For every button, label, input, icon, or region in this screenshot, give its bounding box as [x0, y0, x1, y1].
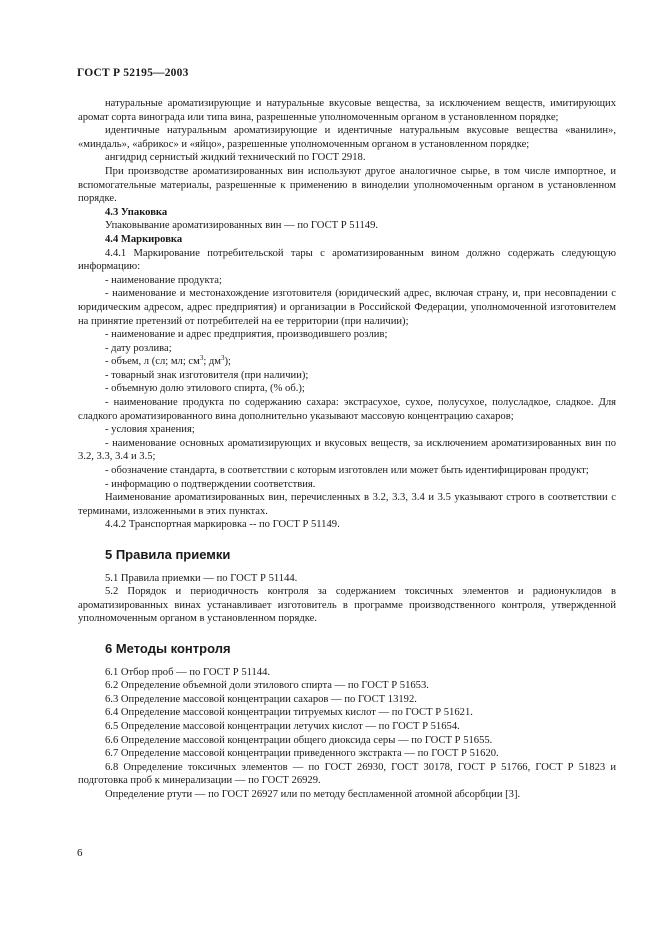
paragraph: ангидрид сернистый жидкий технический по ГОСТ 2918. [105, 152, 366, 164]
running-header: ГОСТ Р 52195—2003 [77, 67, 189, 79]
volume-text-a: - объем, л (сл; мл; см [105, 356, 200, 368]
paragraph: Упаковывание ароматизированных вин — по ГОСТ Р 51149. [105, 220, 379, 232]
list-item: - объемную долю этилового спирта, (% об.); [105, 383, 305, 395]
page-body [78, 97, 616, 802]
method-item: 6.7 Определение массовой концентрации приведенного экстракта — по ГОСТ Р 51620. [105, 748, 499, 760]
list-item: - наименование основных ароматизирующих и вкусовых веществ, за исключением ароматизированных вин по 3.2, 3.3, 3.4 и 3.5; [78, 437, 616, 463]
list-item: - условия хранения; [105, 424, 195, 436]
list-item: - наименование продукта; [105, 274, 222, 286]
paragraph: При производстве ароматизированных вин используют другое аналогичное сырье, в том числе импортное, и вспомогательные материалы, разрешенные к применению в виноделии уполномоченным органом в установленном порядке. [78, 165, 616, 205]
paragraph: Определение ртути — по ГОСТ 26927 или по методу беспламенной атомной абсорбции [3]. [105, 788, 521, 800]
method-item: 6.5 Определение массовой концентрации летучих кислот — по ГОСТ Р 51654. [105, 720, 460, 732]
volume-text-c: ); [224, 356, 231, 368]
subsection-heading-4-3: 4.3 Упаковка [105, 206, 168, 218]
paragraph: 5.2 Порядок и периодичность контроля за содержанием токсичных элементов и радионуклидов в ароматизированных винах устанавливает изготовитель в программе производственного контроля, утвержденной уполномоченным органом в установленном порядке. [78, 586, 616, 625]
list-item: - обозначение стандарта, в соответствии с которым изготовлен или может быть идентифицирован продукт; [105, 465, 589, 477]
paragraph: идентичные натуральным ароматизирующие и идентичные натуральным вкусовые вещества «ванилин», «миндаль», «абрикос» и «яйцо», разрешенные уполномоченным органом в установленном порядке; [78, 125, 616, 150]
paragraph: Наименование ароматизированных вин, перечисленных в 3.2, 3.3, 3.4 и 3.5 указывают строго в соответствии с терминами, изложенными в этих пунктах. [78, 492, 616, 517]
page-number: 6 [77, 847, 83, 859]
subsection-heading-4-4: 4.4 Маркировка [105, 233, 183, 245]
method-item: 6.8 Определение токсичных элементов — по ГОСТ 26930, ГОСТ 30178, ГОСТ Р 51766, ГОСТ Р 51823 и подготовка проб к минерализации — по ГОСТ 26929. [78, 761, 616, 787]
section-heading-6: 6 Методы контроля [105, 640, 231, 656]
list-item: - дату розлива; [105, 342, 172, 354]
paragraph: натуральные ароматизирующие и натуральные вкусовые вещества, за исключением веществ, имитирующих аромат сорта винограда или типа вина, разрешенные уполномоченным органом в установленном порядке; [78, 98, 616, 123]
superscript: 3 [199, 354, 204, 363]
paragraph: 5.1 Правила приемки — по ГОСТ Р 51144. [105, 572, 298, 584]
list-item: - товарный знак изготовителя (при наличии); [105, 369, 309, 381]
list-item: - наименование и адрес предприятия, производившего розлив; [105, 329, 388, 341]
paragraph: 4.4.2 Транспортная маркировка -- по ГОСТ Р 51149. [105, 519, 340, 531]
method-item: 6.4 Определение массовой концентрации титруемых кислот — по ГОСТ Р 51621. [105, 707, 473, 719]
method-item: 6.2 Определение объемной доли этилового спирта — по ГОСТ Р 51653. [105, 680, 429, 692]
list-item: - наименование продукта по содержанию сахара: экстрасухое, сухое, полусухое, полусладкое, сладкое. Для сладкого ароматизированного вина дополнительно указывают массовую концентрацию сахаров; [78, 397, 616, 422]
volume-text-b: ; дм [203, 356, 221, 368]
list-item: - наименование и местонахождение изготовителя (юридический адрес, включая страну, и, при несовпадении с юридическим адресом, адрес предприятия) и организации в Российской Федерации, уполномоченной изготовителем на принятие претензий от потребителей на ее территории (при наличии); [78, 288, 616, 327]
superscript: 3 [221, 354, 225, 363]
section-heading-5: 5 Правила приемки [105, 547, 231, 562]
list-item: - информацию о подтверждении соответствия. [105, 478, 316, 490]
method-item: 6.3 Определение массовой концентрации сахаров — по ГОСТ 13192. [105, 693, 417, 705]
method-item: 6.6 Определение массовой концентрации общего диоксида серы — по ГОСТ Р 51655. [105, 734, 493, 746]
list-item [78, 355, 616, 369]
method-item: 6.1 Отбор проб — по ГОСТ Р 51144. [105, 666, 271, 678]
paragraph: 4.4.1 Маркирование потребительской тары с ароматизированным вином должно содержать следующую информацию: [78, 247, 616, 273]
